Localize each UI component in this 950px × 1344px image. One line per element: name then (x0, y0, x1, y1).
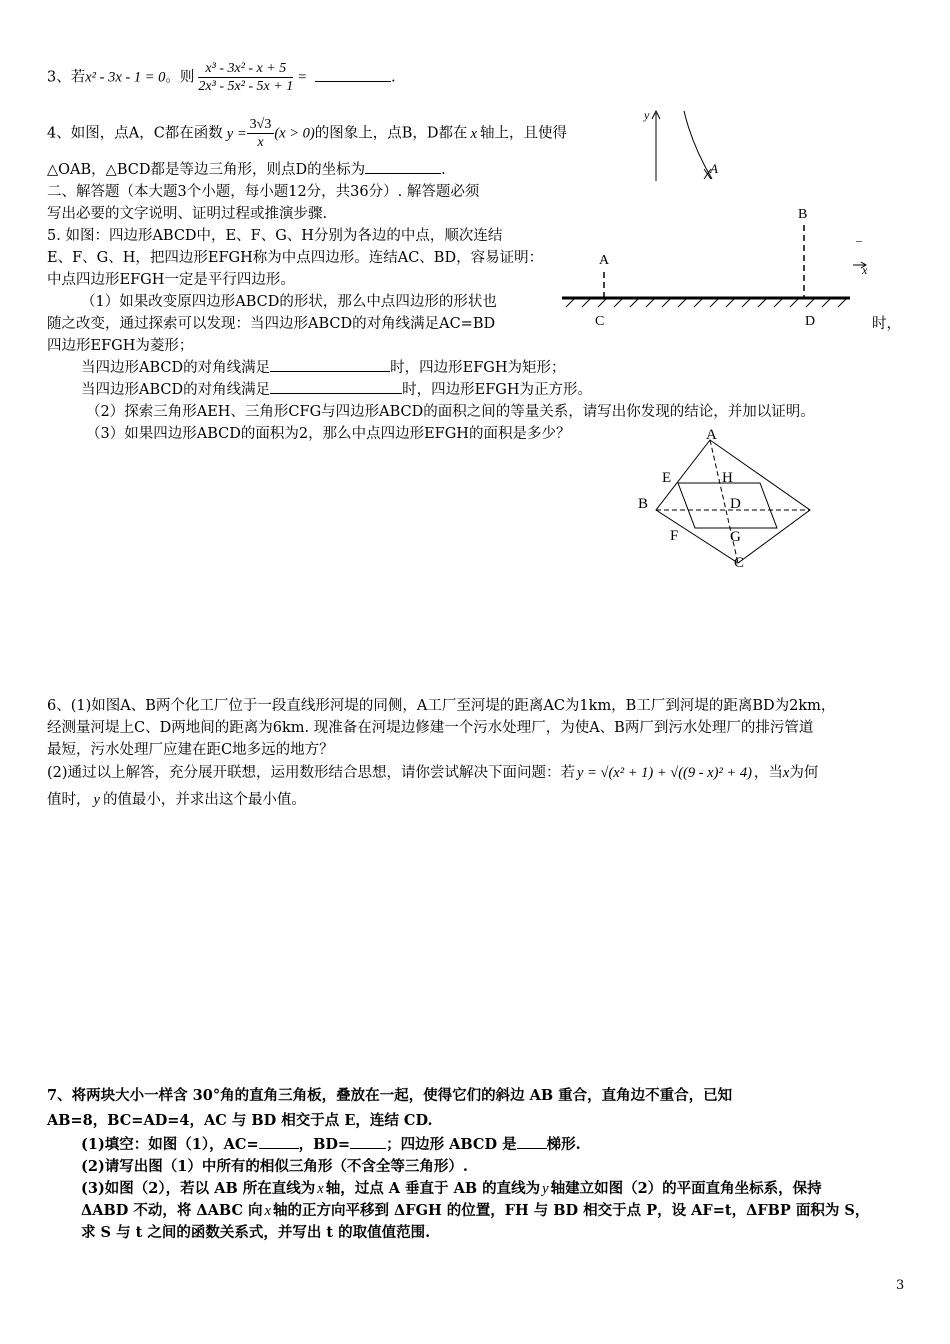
point-d-label: D (805, 314, 816, 329)
q7-part1-d: 梯形. (546, 1136, 581, 1153)
q4-figure (640, 105, 720, 185)
point-a-label: A (599, 253, 610, 268)
hatch-mark (726, 299, 734, 307)
q7-line1: 7、将两块大小一样含 30°角的直角三角板，叠放在一起，使得它们的斜边 AB 重合，直角边不重合，已知 (47, 1087, 733, 1104)
q6-var-x: x (782, 765, 790, 781)
q3-answer-blank (315, 81, 391, 82)
label-e: E (662, 470, 672, 486)
q3-prefix: 3、若 (47, 69, 86, 86)
label-h: H (722, 470, 733, 486)
q7-part3-c: 轴建立如图（2）的平面直角坐标系，保持 (550, 1180, 822, 1197)
q5-line1: 5. 如图：四边形ABCD中，E、F、G、H分别为各边的中点，顺次连结 (47, 228, 503, 244)
page-number: 3 (896, 1278, 905, 1293)
hatch-mark (774, 299, 782, 307)
q5-part2: （2）探索三角形AEH、三角形CFG与四边形ABCD的面积之间的等量关系，请写出你发现的结论，并加以证明。 (86, 404, 815, 420)
label-g: G (730, 529, 741, 545)
hatch-mark (630, 299, 638, 307)
q5-blank-square (270, 393, 402, 394)
q4-func-condition: (x > 0) (274, 125, 315, 142)
q4-func-fraction (247, 116, 275, 151)
q6-line5 (47, 790, 306, 810)
hatch-mark (614, 299, 622, 307)
q6-line5-b: 的值最小，并求出这个最小值。 (102, 792, 306, 808)
hatch-mark (582, 299, 590, 307)
q6-line4-c: 为何 (789, 765, 819, 781)
q3-fraction (198, 60, 293, 95)
q5-part1-d1: 当四边形ABCD的对角线满足 (81, 360, 271, 376)
q7-part3-line1 (81, 1179, 822, 1199)
q7-var-x: x (317, 1181, 324, 1197)
hatch-mark (742, 299, 750, 307)
q3-condition: x² - 3x - 1 = 0 (85, 69, 166, 86)
q7-part1-b: ，BD= (298, 1136, 351, 1153)
q7-part3-a: (3)如图（2），若以 AB 所在直线为 (81, 1180, 316, 1197)
q6-line3: 最短，污水处理厂应建在距C地多远的地方？ (47, 742, 334, 758)
q4-line1 (47, 116, 567, 151)
hatch-mark (790, 299, 798, 307)
q5-part1-a: （1）如果改变原四边形ABCD的形状，那么中点四边形的形状也 (81, 294, 497, 310)
q4-line2 (47, 160, 446, 180)
q5-part1-b: 随之改变，通过探索可以发现：当四边形ABCD的对角线满足AC=BD (47, 316, 496, 332)
q7-part3-b: 轴，过点 A 垂直于 AB 的直线为 (325, 1180, 541, 1197)
x-label: x (862, 263, 868, 277)
q3-equals: = (297, 69, 308, 86)
q3-then: 。则 (165, 69, 195, 86)
q4-func-denominator: x (257, 135, 264, 150)
q5-part1-b-end: 时， (872, 316, 901, 332)
hatch-mark (838, 299, 846, 307)
q7-line2: AB=8，BC=AD=4，AC 与 BD 相交于点 E，连结 CD. (47, 1112, 433, 1129)
q4-func-y: y = (226, 125, 247, 142)
q6-formula: y = √(x² + 1) + √((9 - x)² + 4) (577, 765, 752, 781)
q7-part1 (81, 1135, 581, 1155)
quadrilateral-efgh (678, 483, 777, 528)
q4-text-c: 轴上，且使得 (479, 125, 567, 142)
q6-var-y: y (93, 792, 100, 808)
label-f: F (670, 528, 679, 544)
q4-text-a: 4、如图，点A，C都在函数 (47, 125, 223, 142)
q5-blank-rectangle (270, 371, 390, 372)
q5-part1-e1: 当四边形ABCD的对角线满足 (81, 382, 271, 398)
q6-line4 (47, 763, 818, 783)
hatch-mark (598, 299, 606, 307)
q7-var-x2: x (264, 1203, 271, 1219)
q5-part1-d (81, 358, 566, 378)
q5-part1-d2: 时，四边形EFGH为矩形； (390, 360, 566, 376)
label-c: C (734, 555, 745, 571)
q4-text-line2: △OAB，△BCD都是等边三角形，则点D的坐标为 (47, 162, 366, 178)
arrow-dash: – (856, 233, 862, 247)
y-axis-label: y (644, 108, 650, 122)
q7-blank-type (517, 1148, 547, 1149)
q7-part3-line3: 求 S 与 t 之间的函数关系式，并写出 t 的取值值范围. (81, 1224, 431, 1241)
hatch-mark (806, 299, 814, 307)
q4-answer-blank (365, 173, 441, 174)
hatch-mark (758, 299, 766, 307)
q4-text-b: 的图象上，点B，D都在 (314, 125, 468, 142)
river-figure (560, 200, 880, 335)
q3-line (47, 60, 396, 95)
q7-blank-ac (259, 1148, 299, 1149)
q5-part1-e (81, 380, 592, 400)
hatch-mark (694, 299, 702, 307)
q7-part1-a: (1)填空：如图（1），AC= (81, 1136, 259, 1153)
q7-part1-c: ；四边形 ABCD 是 (386, 1136, 517, 1153)
point-c-label: C (595, 314, 605, 329)
riverbank-hatching (566, 299, 846, 307)
label-a: A (706, 427, 717, 443)
q7-part3-line2 (81, 1201, 869, 1221)
section2-line2: 写出必要的文字说明、证明过程或推演步骤. (47, 206, 328, 222)
q6-line5-a: 值时， (47, 792, 91, 808)
q4-end: . (441, 162, 446, 178)
q3-numerator: x³ - 3x² - x + 5 (198, 60, 293, 78)
point-b-label: B (798, 207, 808, 222)
q4-func-numerator: 3√3 (247, 116, 275, 134)
q5-line2: E、F、G、H，把四边形EFGH称为中点四边形。连结AC、BD，容易证明： (47, 250, 544, 266)
q6-line4-b: ，当 (753, 765, 783, 781)
point-a-label: A (710, 161, 718, 176)
hyperbola-curve (684, 111, 712, 179)
q7-part3-e: 轴的正方向平移到 ΔFGH 的位置，FH 与 BD 相交于点 P，设 AF=t，ΔFBP 面积为 S， (272, 1202, 870, 1219)
q6-line4-a: (2)通过以上解答，充分展开联想，运用数形结合思想，请你尝试解决下面问题：若 (47, 765, 576, 781)
q6-line1: 6、(1)如图A、B两个化工厂位于一段直线形河堤的同侧，A工厂至河堤的距离AC为1km，B工厂到河堤的距离BD为2km， (47, 698, 836, 714)
label-d: D (730, 496, 741, 512)
q5-part3: （3）如果四边形ABCD的面积为2，那么中点四边形EFGH的面积是多少？ (86, 426, 571, 442)
q6-line2: 经测量河堤上C、D两地间的距离为6km. 现准备在河堤边修建一个污水处理厂，为使A、B两厂到污水处理厂的排污管道 (47, 720, 814, 736)
q7-part2: (2)请写出图（1）中所有的相似三角形（不含全等三角形）. (81, 1158, 468, 1175)
hatch-mark (678, 299, 686, 307)
hatch-mark (822, 299, 830, 307)
q3-end: . (391, 69, 396, 86)
q5-part1-e2: 时，四边形EFGH为正方形。 (402, 382, 592, 398)
hatch-mark (566, 299, 574, 307)
hatch-mark (646, 299, 654, 307)
section2-line1: 二、解答题（本大题3个小题，每小题12分，共36分）. 解答题必须 (47, 184, 480, 200)
quadrilateral-figure (630, 425, 830, 575)
q3-denominator: 2x³ - 5x² - 5x + 1 (198, 79, 294, 94)
q7-blank-bd (350, 1148, 386, 1149)
q7-part3-d: ΔABD 不动，将 ΔABC 向 (81, 1202, 263, 1219)
q5-line3: 中点四边形EFGH一定是平行四边形。 (47, 272, 295, 288)
q7-var-y: y (542, 1181, 549, 1197)
hatch-mark (710, 299, 718, 307)
label-b: B (638, 496, 649, 512)
q5-part1-c: 四边形EFGH为菱形； (47, 338, 194, 354)
hatch-mark (662, 299, 670, 307)
q4-var-x: x (470, 125, 477, 142)
